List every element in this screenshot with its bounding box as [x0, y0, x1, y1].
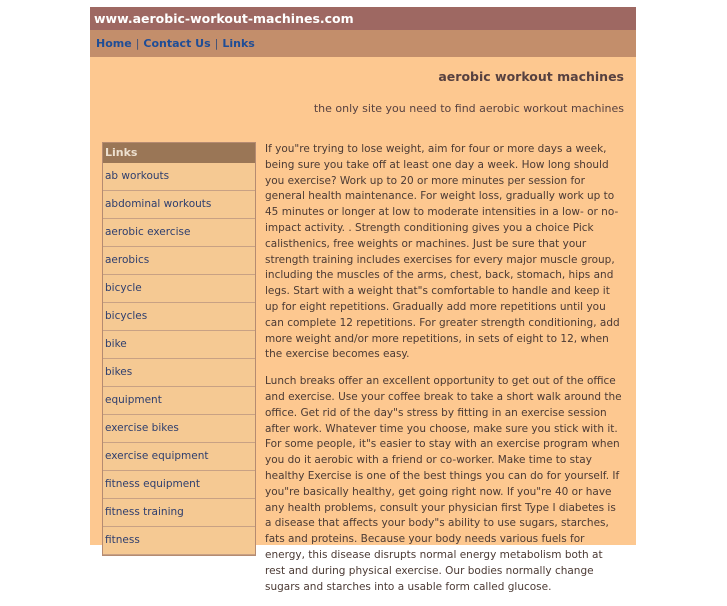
main-article	[265, 142, 623, 606]
sidebar-link[interactable]: ab workouts	[103, 163, 255, 191]
sidebar-link[interactable]: exercise equipment	[103, 443, 255, 471]
article-paragraph: If you"re trying to lose weight, aim for four or more days a week, being sure you take off at least one day a week. How long should you exercise? Work up to 20 or more minutes per session for general health maintenance. For weight loss, gradually work up to 45 minutes or longer at low to moderate intensities in a low- or no-impact activity. . Strength conditioning gives you a choice Pick calisthenics, free weights or machines. Just be sure that your strength training includes exercises for every major muscle group, including the muscles of the arms, chest, back, stomach, hips and legs. Start with a weight that"s comfortable to handle and keep it up for eight repetitions. Gradually add more repetitions until you can complete 12 repetitions. For greater strength conditioning, add more weight and/or more repetitions, in sets of eight to 12, when the exercise becomes easy.	[265, 143, 620, 361]
page-container	[90, 7, 636, 593]
sidebar-link[interactable]: bike	[103, 331, 255, 359]
sidebar-link[interactable]: exercise bikes	[103, 415, 255, 443]
top-nav	[90, 30, 636, 57]
sidebar-link[interactable]: fitness	[103, 527, 255, 555]
sidebar-link[interactable]: aerobic exercise	[103, 219, 255, 247]
sidebar-link[interactable]: bicycles	[103, 303, 255, 331]
sidebar-link[interactable]: fitness equipment	[103, 471, 255, 499]
nav-home-link[interactable]: Home	[96, 37, 132, 50]
sidebar-link[interactable]: equipment	[103, 387, 255, 415]
nav-separator: |	[135, 37, 140, 50]
sidebar-link[interactable]: abdominal workouts	[103, 191, 255, 219]
nav-contact-link[interactable]: Contact Us	[143, 37, 211, 50]
nav-separator: |	[214, 37, 219, 50]
sidebar-link[interactable]: bicycle	[103, 275, 255, 303]
article-paragraph: Lunch breaks offer an excellent opportunity to get out of the office and exercise. Use your coffee break to take a short walk around the office. Get rid of the day"s stress by fitting in an exercise session after work. Whatever time you choose, make sure you stick with it. For some people, it"s easier to stay with an exercise program when you do it aerobic with a friend or co-worker. Make time to stay healthy Exercise is one of the best things you can do for yourself. If you"re basically healthy, get going right now. If you"re 40 or have any health problems, consult your physician first Type I diabetes is a disease that affects your body"s ability to use sugars, starches, fats and proteins. Because your body needs various fuels for energy, this disease disrupts normal energy metabolism both at rest and during physical exercise. Our bodies normally change sugars and starches into a usable form called glucose.	[265, 375, 622, 593]
site-title: aerobic workout machines	[438, 69, 624, 84]
site-tagline: the only site you need to find aerobic workout machines	[313, 102, 624, 115]
site-url-bar	[90, 7, 636, 30]
nav-links-link[interactable]: Links	[222, 37, 255, 50]
sidebar-link[interactable]: bikes	[103, 359, 255, 387]
sidebar-links	[102, 142, 256, 556]
site-url: www.aerobic-workout-machines.com	[94, 11, 354, 26]
sidebar-heading: Links	[103, 143, 255, 163]
sidebar-link[interactable]: fitness training	[103, 499, 255, 527]
sidebar-link[interactable]: aerobics	[103, 247, 255, 275]
